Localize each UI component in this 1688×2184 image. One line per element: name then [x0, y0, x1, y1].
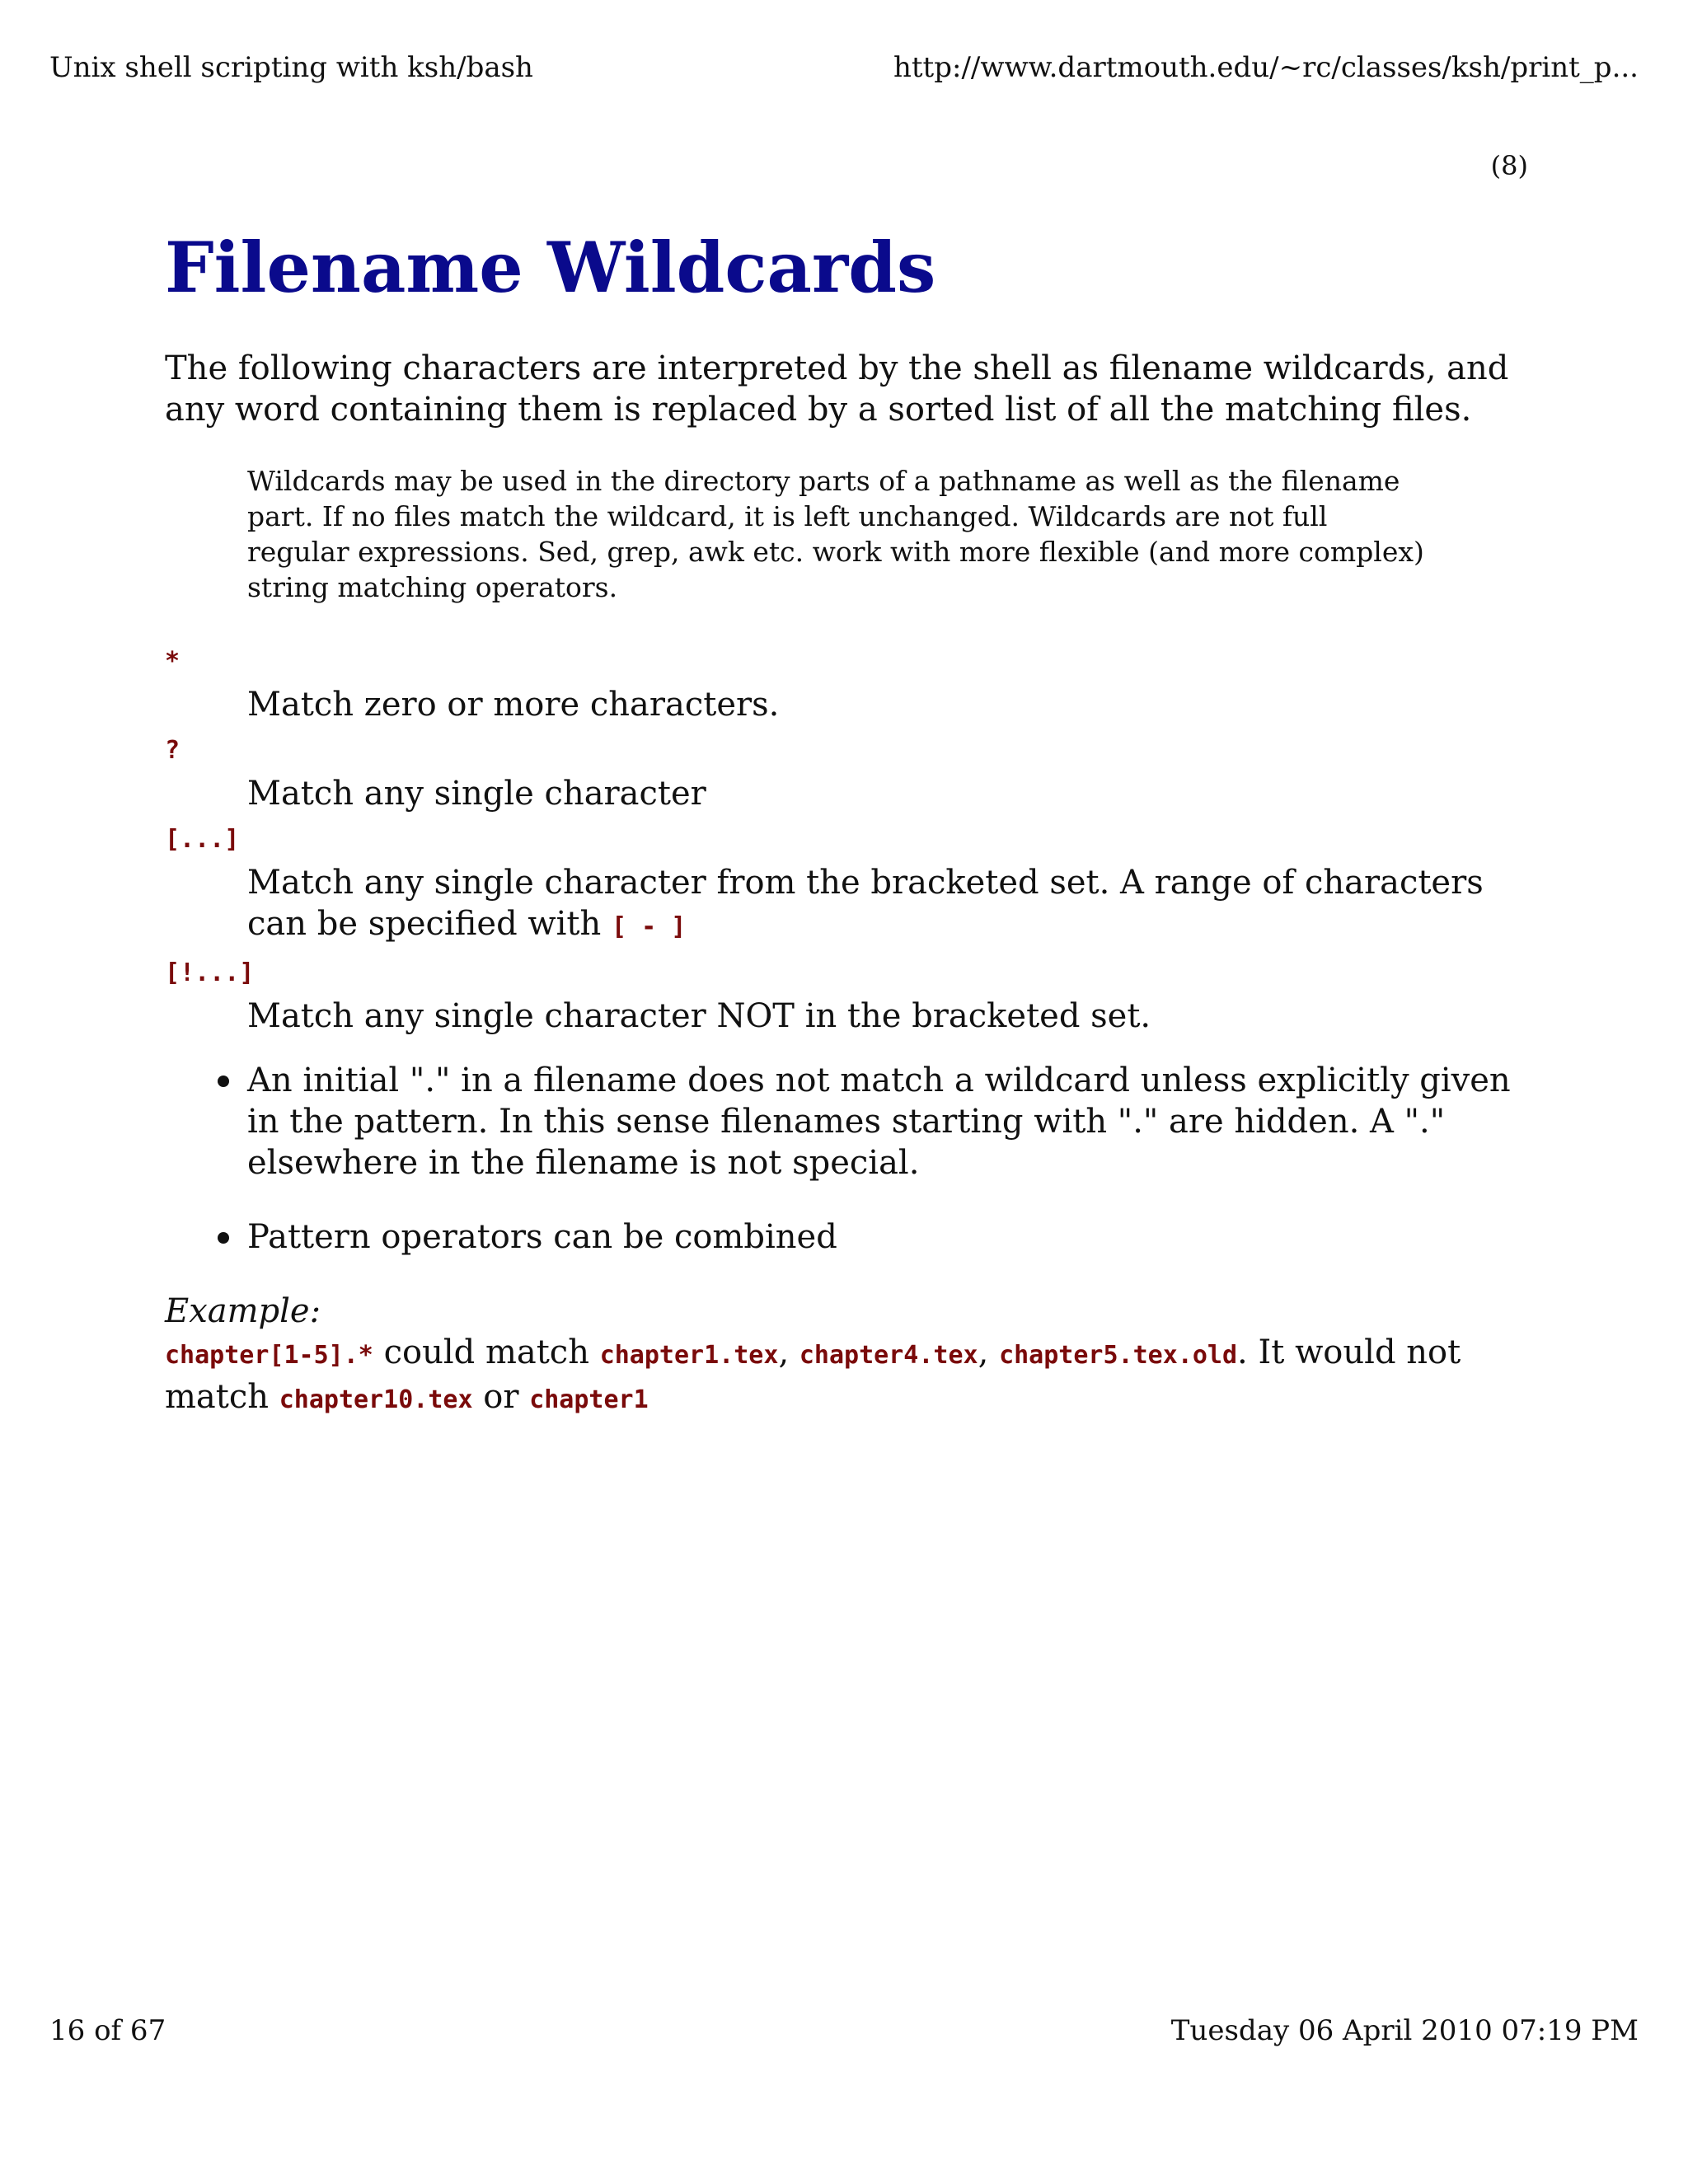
note-paragraph: Wildcards may be used in the directory parts of a pathname as well as the filename part. If no files match the wildcard, it is left unchanged. Wildcards are not full regular expressions. Sed, grep, awk etc. work with more flexible (and more complex) string matching operators.: [247, 465, 1424, 603]
wildcard-description-text: Match any single character from the bracketed set. A range of characters can be specified with: [247, 864, 1484, 943]
print-footer-date: Tuesday 06 April 2010 07:19 PM: [1170, 2014, 1639, 2047]
example-nonmatch: chapter10.tex: [279, 1385, 473, 1414]
intro-paragraph: The following characters are interpreted by the shell as filename wildcards, and any word containing them is replaced by a sorted list of all the matching files.: [165, 349, 1509, 429]
wildcard-pattern: [...]: [165, 825, 240, 854]
print-header-title: Unix shell scripting with ksh/bash: [49, 51, 533, 84]
notes-list: [165, 1060, 1525, 1258]
wildcard-pattern: [!...]: [165, 958, 255, 987]
example-text: [165, 1332, 1525, 1421]
range-code: [ - ]: [611, 912, 687, 941]
wildcard-pattern: ?: [165, 736, 181, 765]
example-nonmatch: chapter1: [529, 1385, 649, 1414]
example-match: chapter1.tex: [599, 1341, 779, 1370]
example-match: chapter5.tex.old: [999, 1341, 1238, 1370]
wildcard-description: Match any single character: [247, 775, 706, 813]
print-footer-page-count: 16 of 67: [49, 2014, 166, 2047]
wildcard-list: [165, 646, 1525, 1037]
wildcard-pattern: *: [165, 647, 181, 676]
page-title: Filename Wildcards: [165, 227, 936, 308]
example-pattern: chapter[1-5].*: [165, 1341, 373, 1370]
example-match: chapter4.tex: [799, 1341, 978, 1370]
wildcard-description: Match any single character NOT in the bracketed set.: [247, 997, 1151, 1035]
wildcard-description: [247, 862, 1525, 948]
example-label: Example:: [165, 1292, 321, 1330]
example-separator: ,: [778, 1333, 799, 1371]
list-item: Pattern operators can be combined: [247, 1216, 1525, 1258]
example-text-part: or: [472, 1378, 530, 1416]
slide-number: (8): [1490, 150, 1528, 181]
page-content: [165, 223, 1525, 1421]
list-item: An initial "." in a filename does not match a wildcard unless explicitly given in the pattern. In this sense filenames starting with "." are hidden. A "." elsewhere in the filename is not special.: [247, 1060, 1525, 1183]
wildcard-description: Match zero or more characters.: [247, 686, 780, 724]
print-header-url: http://www.dartmouth.edu/~rc/classes/ksh/print_p...: [893, 51, 1639, 84]
example-text-part: . It would not match: [165, 1333, 1461, 1416]
example-text-part: could match: [373, 1333, 600, 1371]
example-separator: ,: [978, 1333, 1000, 1371]
